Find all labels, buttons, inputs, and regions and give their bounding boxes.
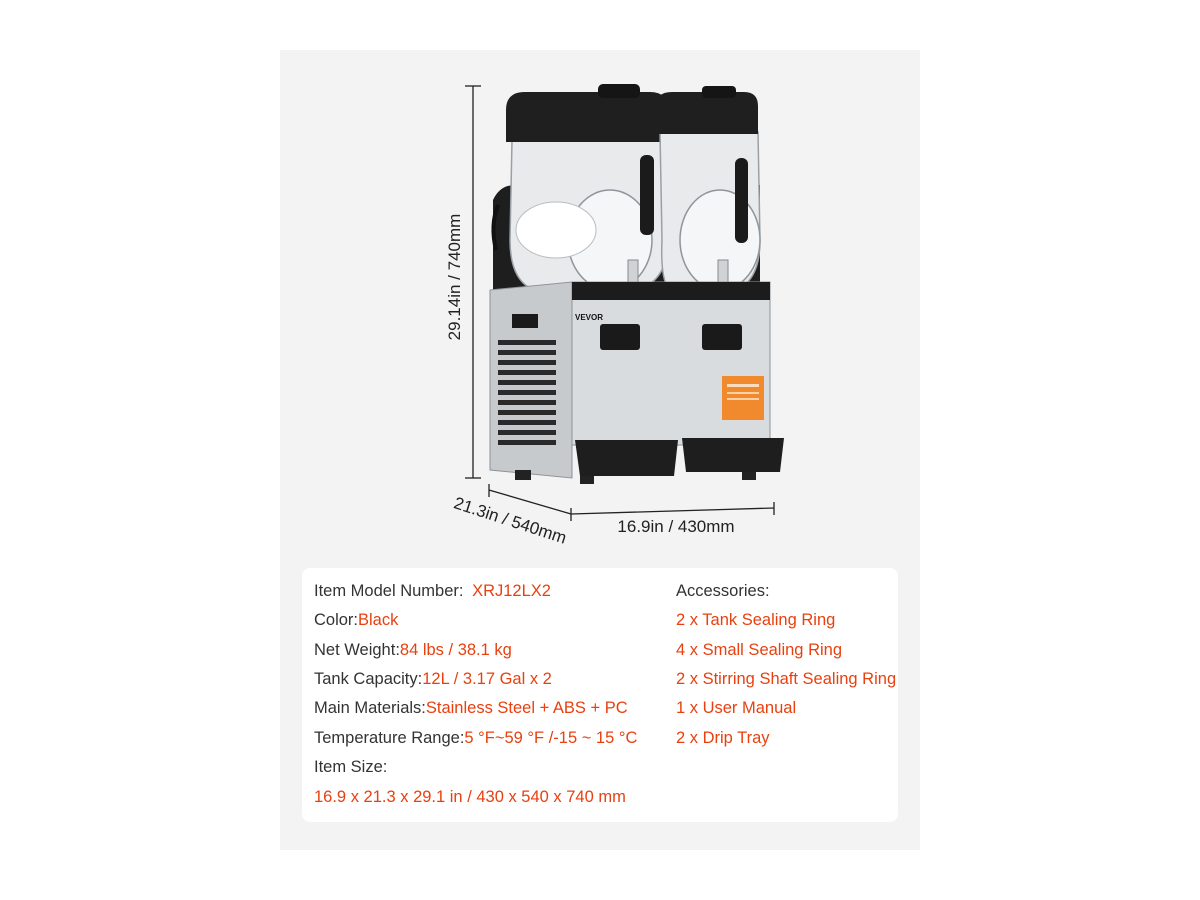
spec-temperature-range bbox=[314, 729, 637, 748]
accessory-item: 4 x Small Sealing Ring bbox=[676, 641, 842, 659]
spec-label: Item Size: bbox=[314, 758, 388, 776]
spec-value: Black bbox=[358, 611, 399, 629]
spec-color bbox=[314, 611, 398, 630]
spec-value: 16.9 x 21.3 x 29.1 in / 430 x 540 x 740 mm bbox=[314, 788, 626, 806]
spec-tank-capacity bbox=[314, 670, 552, 689]
width-dimension-label: 16.9in / 430mm bbox=[617, 517, 735, 536]
spec-value: 5 °F~59 °F /-15 ~ 15 °C bbox=[464, 729, 638, 747]
width-dimension-line bbox=[571, 502, 774, 515]
brand-logo: VEVOR bbox=[575, 313, 604, 322]
spec-net-weight bbox=[314, 641, 512, 660]
machine-front-panel bbox=[572, 282, 770, 445]
height-dimension-line bbox=[465, 86, 481, 478]
spec-label: Tank Capacity: bbox=[314, 670, 423, 688]
height-dimension-label: 29.14in / 740mm bbox=[445, 213, 464, 341]
specs-card bbox=[302, 568, 898, 822]
spec-item-size-label bbox=[314, 758, 387, 777]
spec-label: Main Materials: bbox=[314, 699, 426, 717]
spec-value: 12L / 3.17 Gal x 2 bbox=[422, 670, 552, 688]
spec-label: Temperature Range: bbox=[314, 729, 465, 747]
accessory-item: 2 x Drip Tray bbox=[676, 729, 770, 747]
spec-label: Color: bbox=[314, 611, 359, 629]
spec-value: 84 lbs / 38.1 kg bbox=[399, 641, 512, 659]
spec-value: XRJ12LX2 bbox=[472, 582, 551, 600]
left-tank bbox=[506, 84, 668, 292]
spec-item-size-value bbox=[314, 788, 626, 807]
spec-model bbox=[314, 582, 551, 601]
spec-main-materials bbox=[314, 699, 628, 718]
spec-label: Item Model Number: bbox=[314, 582, 464, 600]
accessory-item: 2 x Stirring Shaft Sealing Ring bbox=[676, 670, 897, 688]
machine-side-panel bbox=[490, 282, 572, 480]
spec-value: Stainless Steel + ABS + PC bbox=[425, 699, 628, 717]
accessory-item: 1 x User Manual bbox=[676, 699, 797, 717]
right-tank bbox=[656, 86, 760, 292]
accessory-item: 2 x Tank Sealing Ring bbox=[676, 611, 836, 629]
accessories-heading: Accessories: bbox=[676, 582, 770, 600]
spec-label: Net Weight: bbox=[314, 641, 400, 659]
depth-dimension-label: 21.3in / 540mm bbox=[451, 493, 569, 548]
